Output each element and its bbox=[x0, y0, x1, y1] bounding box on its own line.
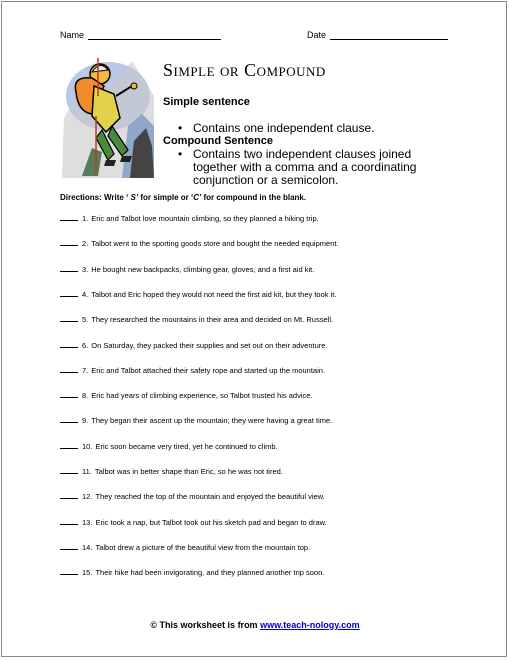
question-item bbox=[60, 518, 327, 527]
answer-blank[interactable] bbox=[60, 290, 78, 297]
answer-blank[interactable] bbox=[60, 543, 78, 550]
compound-sentence-definition: • Contains two independent clauses joined together with a comma and a coordinating conjunction or a semicolon. bbox=[193, 148, 443, 187]
answer-blank[interactable] bbox=[60, 467, 78, 474]
question-text: Talbot went to the sporting goods store and bought the needed equipment. bbox=[91, 239, 339, 249]
answer-blank[interactable] bbox=[60, 416, 78, 423]
name-field[interactable] bbox=[60, 30, 221, 40]
question-text: They began their ascent up the mountain; they were having a great time. bbox=[91, 416, 333, 426]
question-item bbox=[60, 543, 310, 552]
question-item bbox=[60, 442, 278, 451]
date-blank[interactable] bbox=[330, 30, 448, 40]
question-text: He bought new backpacks, climbing gear, gloves, and a first aid kit. bbox=[91, 264, 315, 274]
answer-blank[interactable] bbox=[60, 265, 78, 272]
question-text: Eric and Talbot attached their safety rope and started up the mountain. bbox=[91, 365, 326, 375]
question-number: 1. bbox=[82, 214, 89, 223]
name-blank[interactable] bbox=[88, 30, 221, 40]
question-text: Talbot and Eric hoped they would not need the first aid kit, but they took it. bbox=[91, 289, 337, 299]
answer-blank[interactable] bbox=[60, 568, 78, 575]
question-item bbox=[60, 467, 283, 476]
question-number: 8. bbox=[82, 391, 89, 401]
question-item bbox=[60, 214, 319, 223]
question-number: 13. bbox=[82, 517, 93, 527]
question-number: 7. bbox=[82, 365, 89, 375]
question-text: Eric took a nap, but Talbot took out his sketch pad and began to draw. bbox=[95, 517, 327, 527]
answer-blank[interactable] bbox=[60, 518, 78, 525]
question-number: 2. bbox=[82, 239, 89, 249]
question-text: They researched the mountains in their area and decided on Mt. Russell. bbox=[91, 315, 334, 325]
question-item bbox=[60, 366, 325, 375]
question-number: 11. bbox=[82, 467, 92, 476]
question-item bbox=[60, 315, 333, 324]
directions: Directions: Write ‘ S’ for simple or ‘C’ for compound in the blank. bbox=[60, 193, 307, 202]
question-text: Talbot was in better shape than Eric, so he was not tired. bbox=[94, 467, 283, 476]
date-label: Date bbox=[307, 30, 327, 40]
question-text: On Saturday, they packed their supplies and set out on their adventure. bbox=[91, 340, 328, 350]
question-item bbox=[60, 341, 328, 350]
question-text: Eric and Talbot love mountain climbing, so they planned a hiking trip. bbox=[91, 214, 319, 223]
answer-blank[interactable] bbox=[60, 366, 78, 373]
question-text: They reached the top of the mountain and enjoyed the beautiful view. bbox=[95, 492, 325, 502]
question-text: Eric soon became very tired, yet he continued to climb. bbox=[95, 441, 278, 451]
page-title: Simple or Compound bbox=[163, 60, 326, 80]
compound-sentence-heading: Compound Sentence bbox=[163, 135, 274, 147]
question-number: 12. bbox=[82, 492, 93, 502]
question-number: 5. bbox=[82, 315, 89, 325]
question-item bbox=[60, 492, 325, 501]
answer-blank[interactable] bbox=[60, 492, 78, 499]
question-number: 14. bbox=[82, 542, 93, 552]
question-number: 10. bbox=[82, 441, 93, 451]
answer-blank[interactable] bbox=[60, 214, 78, 221]
question-number: 9. bbox=[82, 416, 89, 426]
question-item bbox=[60, 239, 339, 248]
question-number: 4. bbox=[82, 289, 89, 299]
question-item bbox=[60, 290, 336, 299]
answer-blank[interactable] bbox=[60, 315, 78, 322]
footer: © This worksheet is from www.teach-nology.com bbox=[150, 620, 360, 630]
answer-blank[interactable] bbox=[60, 391, 78, 398]
question-text: Eric had years of climbing experience, so Talbot trusted his advice. bbox=[91, 391, 313, 401]
name-label: Name bbox=[60, 30, 85, 40]
question-item bbox=[60, 265, 314, 274]
answer-blank[interactable] bbox=[60, 442, 78, 449]
question-item bbox=[60, 568, 324, 577]
question-number: 6. bbox=[82, 340, 89, 350]
question-text: Their hike had been invigorating, and they planned another trip soon. bbox=[95, 568, 325, 578]
simple-sentence-heading: Simple sentence bbox=[163, 96, 250, 108]
simple-sentence-definition: • Contains one independent clause. bbox=[193, 122, 374, 135]
question-item bbox=[60, 416, 332, 425]
question-text: Talbot drew a picture of the beautiful view from the mountain top. bbox=[95, 542, 311, 552]
question-number: 3. bbox=[82, 264, 89, 274]
question-item bbox=[60, 391, 313, 400]
date-field[interactable] bbox=[307, 30, 448, 40]
mountain-climber-clipart bbox=[62, 56, 154, 178]
footer-link[interactable]: www.teach-nology.com bbox=[260, 620, 360, 630]
answer-blank[interactable] bbox=[60, 239, 78, 246]
question-number: 15. bbox=[82, 568, 93, 578]
answer-blank[interactable] bbox=[60, 341, 78, 348]
